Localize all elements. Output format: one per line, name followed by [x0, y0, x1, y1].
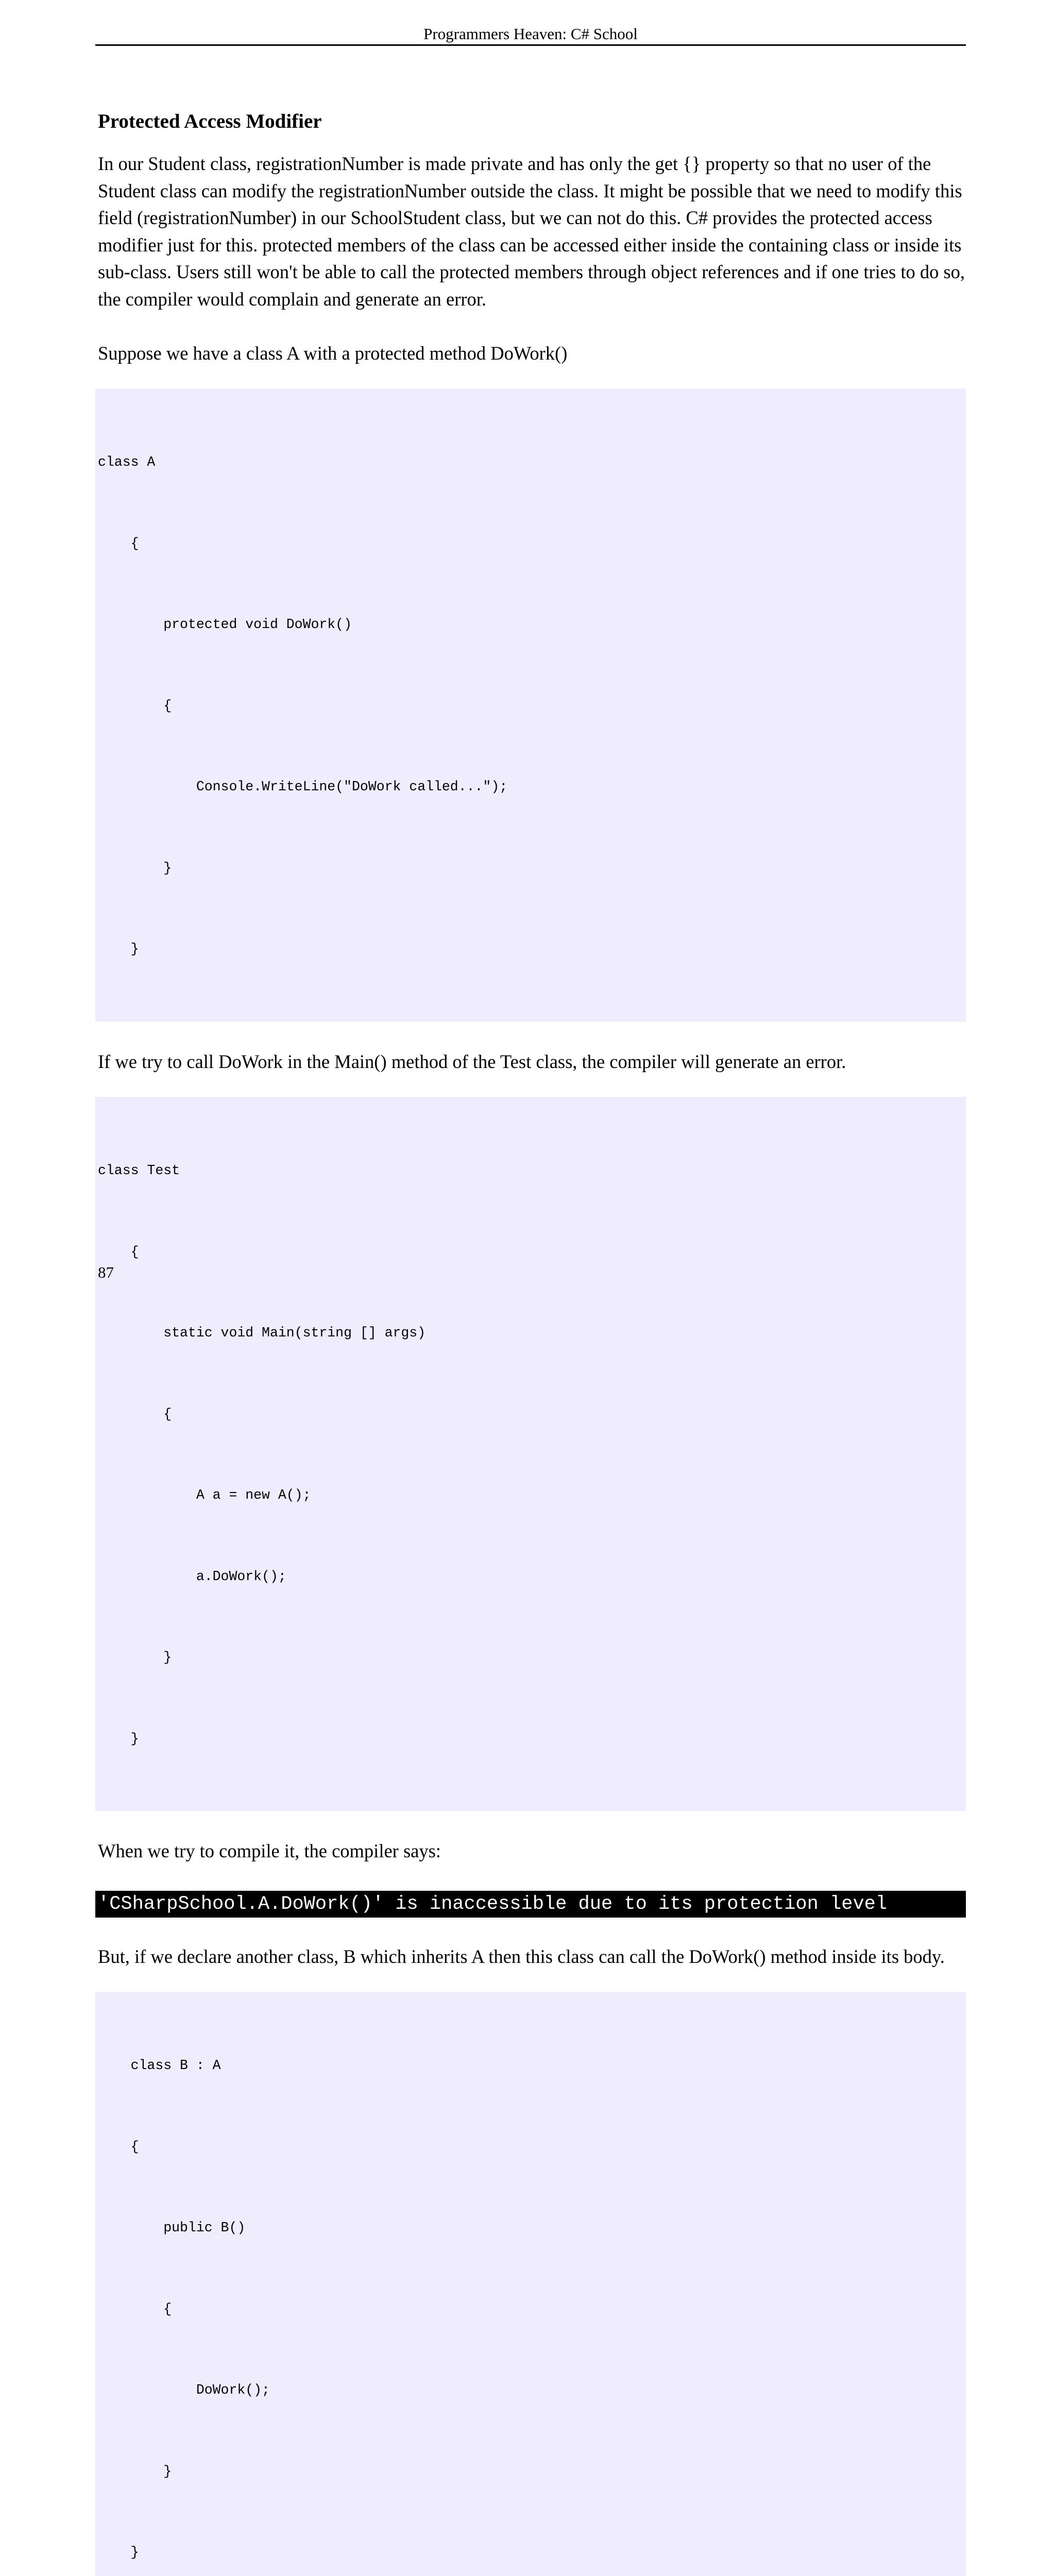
code-line: { [98, 698, 172, 714]
code-line: DoWork(); [98, 2382, 270, 2398]
code-line: Console.WriteLine("DoWork called..."); [98, 779, 508, 795]
code-line: class Test [98, 1163, 180, 1179]
code-line: { [98, 2139, 139, 2155]
code-block-class-a [95, 388, 966, 1022]
code-line: A a = new A(); [98, 1487, 311, 1503]
compiler-error-output: 'CSharpSchool.A.DoWork()' is inaccessible due to its protection level [95, 1891, 966, 1918]
code-line: static void Main(string [] args) [98, 1325, 426, 1341]
code-line: } [98, 1731, 139, 1747]
code-line: } [98, 1650, 172, 1666]
code-line: { [98, 1406, 172, 1422]
code-line: } [98, 2545, 139, 2561]
code-line: a.DoWork(); [98, 1568, 286, 1584]
section-title: Protected Access Modifier [98, 110, 322, 132]
code-line: public B() [98, 2220, 246, 2236]
suppose-paragraph: Suppose we have a class A with a protected method DoWork() [98, 342, 568, 364]
code-line: } [98, 2463, 172, 2479]
intro-paragraph: In our Student class, registrationNumber is made private and has only the get {} property so that no user of the Student class can modify the registrationNumber outside the class. It might be possible that we need to modify this field (registrationNumber) in our SchoolStudent class, but we can not do this. C# provides the protected access modifier just for this. protected members of the class can be accessed either inside the containing class or inside its sub-class. Users still won't be able to call the protected members through object references and if one tries to do so, the compiler would complain and generate an error. [98, 153, 965, 310]
code-line: { [98, 1244, 139, 1260]
code-block-class-b [95, 1992, 966, 2576]
code-line: { [98, 2301, 172, 2317]
code-line: class A [98, 454, 156, 470]
code-line: } [98, 941, 139, 957]
code-line: } [98, 860, 172, 876]
page-number: 87 [98, 1263, 114, 1281]
inherit-paragraph: But, if we declare another class, B which inherits A then this class can call the DoWork() method inside its body. [98, 1945, 945, 1967]
code-line: protected void DoWork() [98, 617, 352, 633]
code-line: { [98, 535, 139, 551]
compile-paragraph: When we try to compile it, the compiler says: [98, 1840, 441, 1862]
code-line: class B : A [98, 2058, 221, 2074]
try-call-paragraph: If we try to call DoWork in the Main() method of the Test class, the compiler will generate an error. [98, 1050, 846, 1072]
running-header: Programmers Heaven: C# School [95, 24, 966, 46]
code-block-class-test [95, 1097, 966, 1811]
page-content [95, 108, 966, 2576]
